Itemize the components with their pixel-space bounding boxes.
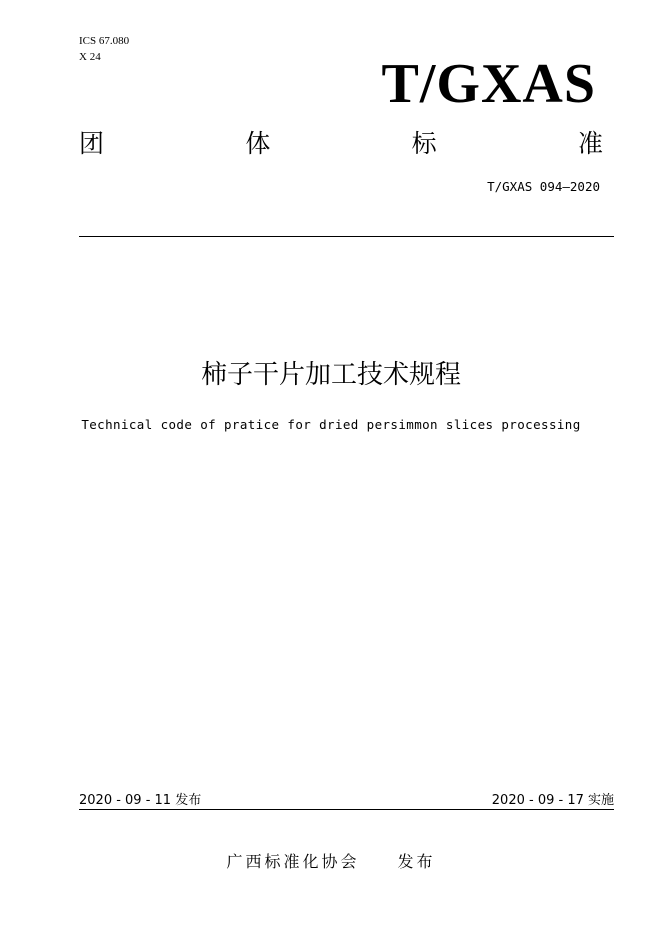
ccs-code: X 24: [79, 51, 101, 63]
classification-codes: [79, 33, 129, 65]
standard-type: [79, 128, 603, 160]
standard-type-char: 团: [79, 129, 105, 158]
publish-date: 2020 - 09 - 11 发布: [79, 793, 202, 808]
issuer-line: [0, 851, 662, 873]
top-divider: [79, 236, 614, 237]
issuer-org: 广西标准化协会: [226, 852, 360, 871]
brand-mark: T/GXAS: [381, 53, 596, 115]
ics-code: ICS 67.080: [79, 35, 130, 47]
title-english: Technical code of pratice for dried persimmon slices processing: [81, 417, 581, 432]
standard-type-char: 体: [245, 129, 271, 158]
standard-type-char: 标: [411, 129, 437, 158]
implement-date: 2020 - 09 - 17 实施: [491, 793, 614, 808]
standard-code: T/GXAS 094—2020: [487, 179, 600, 194]
title-chinese: 柿子干片加工技术规程: [200, 360, 461, 390]
issuer-action: 发布: [397, 852, 436, 871]
bottom-divider: [79, 809, 614, 810]
standard-type-char: 准: [577, 129, 603, 158]
